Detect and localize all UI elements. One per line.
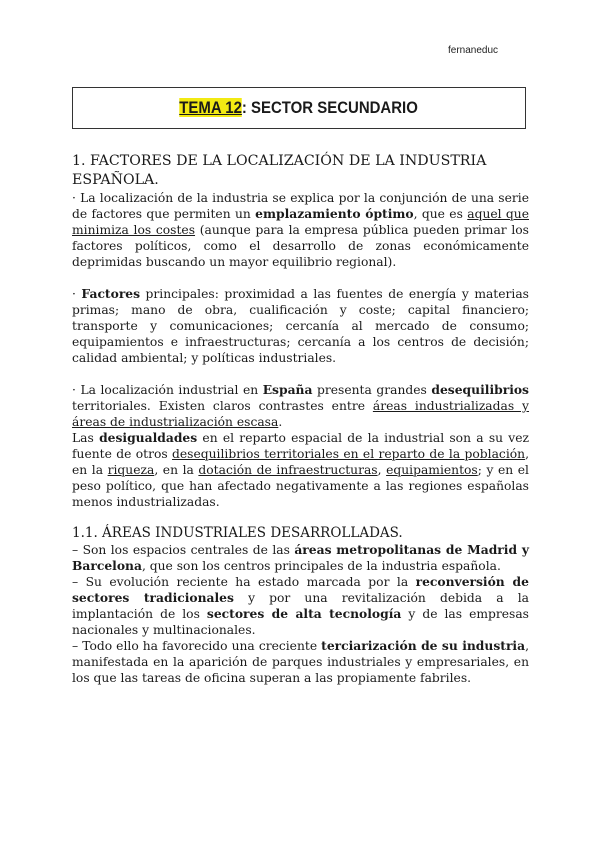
page-title (180, 98, 419, 118)
paragraph-inequalities: Las desigualdades en el reparto espacial de la industrial son a su vez fuente de otros desequilibrios territoriales en el reparto de la población, en la riqueza, en la dotación de infraestructuras, equipamientos; y en el peso político, que han afectado negativamente a las regiones españolas menos industrializadas. (72, 430, 529, 509)
section-1-heading: 1. FACTORES DE LA LOCALIZACIÓN DE LA INDUSTRIA ESPAÑOLA. (72, 153, 487, 188)
spacer (72, 366, 529, 382)
list-item-metro-areas: – Son los espacios centrales de las áreas metropolitanas de Madrid y Barcelona, que son los centros principales de la industria española. (72, 542, 529, 573)
title-box (72, 87, 526, 129)
paragraph-factors: · Factores principales: proximidad a las fuentes de energía y materias primas; mano de obra, cualificación y coste; capital financiero; transporte y comunicaciones; cercanía al mercado de consumo; equipamientos e infraestructuras; cercanía a los centros de decisión; calidad ambiental; y políticas industriales. (72, 286, 529, 365)
spacer (72, 270, 529, 286)
list-item-tertiarization: – Todo ello ha favorecido una creciente terciarización de su industria, manifestada en la aparición de parques industriales y empresariales, en los que las tareas de oficina superan a las propiamente fabriles. (72, 638, 529, 685)
title-rest: : SECTOR SECUNDARIO (242, 98, 419, 117)
document-body (72, 152, 529, 686)
paragraph-intro: · La localización de la industria se explica por la conjunción de una serie de factores que permiten un emplazamiento óptimo, que es aquel que minimiza los costes (aunque para la empresa pública pueden primar los factores políticos, como el desarrollo de zonas económicamente deprimidas buscando un mayor equilibrio regional). (72, 191, 530, 269)
section-1-1-heading: 1.1. ÁREAS INDUSTRIALES DESARROLLADAS. (72, 525, 403, 541)
title-highlight: TEMA 12 (179, 98, 243, 117)
paragraph-spain: · La localización industrial en España presenta grandes desequilibrios territoriales. Existen claros contrastes entre áreas industrializadas y áreas de industrialización escasa. (72, 382, 530, 429)
spacer (72, 510, 529, 524)
list-item-evolution: – Su evolución reciente ha estado marcada por la reconversión de sectores tradicionales y por una revitalización debida a la implantación de los sectores de alta tecnología y de las empresas nacionales y multinacionales. (72, 574, 529, 637)
author-label: fernaneduc (448, 45, 499, 56)
